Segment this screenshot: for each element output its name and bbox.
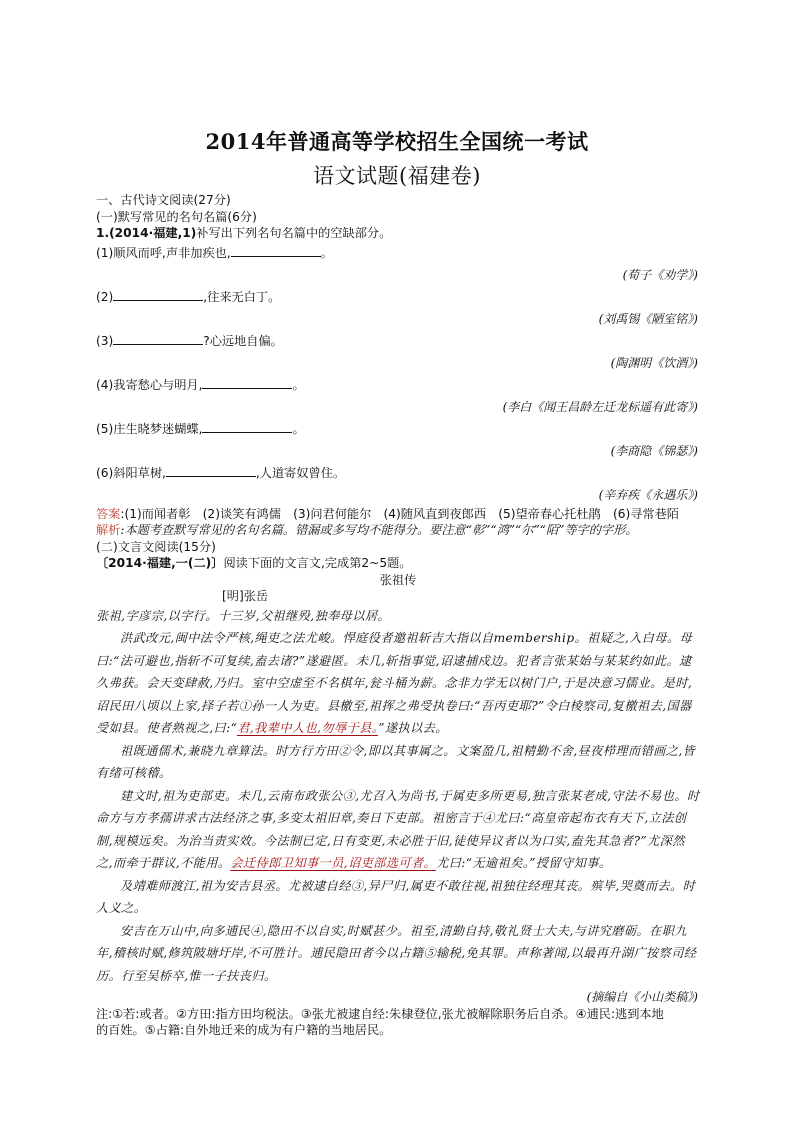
section-heading: 一、古代诗文阅读(27分) bbox=[96, 193, 231, 207]
answer-text: :(1)而闻者彰 (2)谈笑有鸿儒 (3)问君何能尔 (4)随风直到夜郎西 (5)望帝春心托杜鹃 (6)寻常巷陌 bbox=[120, 506, 679, 521]
answer-blank[interactable] bbox=[166, 464, 256, 477]
source-citation: (辛弃疾《永遇乐》) bbox=[598, 488, 698, 502]
passage-paragraph-2: 祖既通儒术,兼晓九章算法。时方行方田②令,即以其事属之。文案盈几,祖精勤不舍,昼夜栉理而错画之,皆有绪可核稽。 bbox=[96, 743, 696, 780]
passage-paragraph-5: 安吉在万山中,向多逋民④,隐田不以自实,时赋甚少。祖至,清勤自持,敬礼贤士大夫,与讲究磨砺。在职九年,稽核时赋,修筑陂塘圩岸,不可胜计。逋民隐田者今以占籍⑤输税,免其罪。声称著闻,以最再升湖广按察司经历。行至吴桥卒,惟一子扶丧归。 bbox=[96, 923, 697, 983]
source-citation: (陶渊明《饮酒》) bbox=[610, 356, 698, 370]
blank-item-5: (5)庄生晓梦迷蝴蝶, 。 bbox=[96, 421, 305, 436]
answer-blank[interactable] bbox=[202, 420, 292, 433]
question-number: 1 bbox=[96, 226, 105, 240]
blank-item-1: (1)顺风而呼,声非加疾也, 。 bbox=[96, 245, 333, 260]
analysis-line bbox=[96, 522, 700, 539]
notes-line-2: 的百姓。⑤占籍:自外地迁来的成为有户籍的当地居民。 bbox=[96, 1023, 392, 1037]
passage-title: 张祖传 bbox=[379, 572, 417, 587]
source-citation: (李白《闻王昌龄左迁龙标遥有此寄》) bbox=[502, 400, 698, 414]
question-1-prompt bbox=[96, 225, 700, 242]
passage-paragraph-1b: 洪武改元,闽中法令严核,绳吏之法尤峻。悍庭役者邀祖斩吉大指以自membership。祖疑之,入白母。母曰:“法可避也,指斩不可复续,盍去诸?”遂避匿。未几,斩指事觉,诏逮捕戍边。犯者言张某始与某某约如此。逮久弗获。会天变肆赦,乃归。室中空虚至不名棋年,瓮斗桶为薪。念非力学无以树门户,于是决意习儒业。是时,诏民田八顷以上家,择子若①孙一人为吏。县檄至,祖挥之弗受执卷曰:“吾丙吏耶?”令白棱察司,复檄祖去,国器受如县。使者熟视之,曰:“君,我辈中人也,勿辱于县。”遂执以去。 bbox=[96, 631, 693, 735]
question-text: 补写出下列名句名篇中的空缺部分。 bbox=[196, 226, 392, 240]
blank-item-6: (6)斜阳草树, ,人道寄奴曾住。 bbox=[96, 465, 346, 480]
highlighted-sentence-2: 会迁侍郎卫知事一员,诏吏部选可者。 bbox=[230, 856, 437, 870]
blank-item-3: (3) ?心远地自偏。 bbox=[96, 333, 283, 348]
highlighted-sentence-1: 君,我辈中人也,勿辱于县。 bbox=[237, 721, 379, 735]
analysis-text: :本题考查默写常见的名句名篇。错漏或多写均不能得分。要注意“彰”“鸿”“尔”“陌”等字的字形。 bbox=[120, 523, 638, 537]
answer-line bbox=[96, 506, 700, 523]
passage-paragraph-4: 及靖难师渡江,祖为安吉县丞。尤被逮自经③,异尸归,属吏不敢往视,祖独往经理其丧。殡毕,哭奠而去。时人义之。 bbox=[96, 878, 696, 915]
passage-paragraph-1a: 张祖,字彦宗,以字行。十三岁,父祖继殁,独奉母以居。 bbox=[96, 608, 391, 623]
source-citation: (荀子《劝学》) bbox=[622, 268, 698, 282]
answer-blank[interactable] bbox=[231, 244, 321, 257]
analysis-label: 解析 bbox=[96, 523, 121, 537]
answer-blank[interactable] bbox=[202, 376, 292, 389]
question-2-intro: 〔2014·福建,一(二)〕阅读下面的文言文,完成第2~5题。 bbox=[96, 556, 412, 570]
passage-author: [明]张岳 bbox=[222, 589, 269, 603]
exam-subtitle: 语文试题(福建卷) bbox=[313, 164, 481, 188]
blank-item-4: (4)我寄愁心与明月, 。 bbox=[96, 377, 305, 392]
exam-title: 2014年普通高等学校招生全国统一考试 bbox=[205, 129, 589, 154]
notes-line-1: 注:①若:或者。②方田:指方田均税法。③张尤被逮自经:朱棣登位,张尤被解除职务后自杀。④逋民:逃到本地 bbox=[96, 1006, 664, 1021]
question-ref: .(2014·福建,1) bbox=[104, 226, 197, 240]
passage-source: (摘编自《小山类稿》) bbox=[586, 990, 698, 1004]
blank-item-2: (2) ,往来无白丁。 bbox=[96, 289, 281, 304]
answer-blank[interactable] bbox=[113, 332, 203, 345]
subsection-heading-1: (一)默写常见的名句名篇(6分) bbox=[96, 209, 257, 224]
answer-label: 答案 bbox=[96, 506, 121, 521]
source-citation: (刘禹锡《陋室铭》) bbox=[598, 312, 698, 326]
source-citation: (李商隐《锦瑟》) bbox=[610, 444, 698, 458]
subsection-heading-2: (二)文言文阅读(15分) bbox=[96, 539, 216, 554]
answer-blank[interactable] bbox=[113, 288, 203, 301]
exam-content bbox=[96, 192, 700, 1039]
passage-paragraph-3: 建文时,祖为吏部吏。未几,云南布政张公③,尤召入为尚书,于属吏多所更易,独言张某老成,守法不易也。时命方与方孝孺讲求古法经济之事,多变太祖旧章,奏日下吏部。祖密言于④尤曰:“高皇帝起布衣有天下,立法创制,规模远矣。为治当责实效。今法制已定,日有变更,未必胜于旧,徒使异议者以为口实,盍先其急者?”尤深然之,而牵于群议,不能用。会迁侍郎卫知事一员,诏吏部选可者。尤曰:“无逾祖矣。”授留守知事。 bbox=[96, 788, 700, 870]
